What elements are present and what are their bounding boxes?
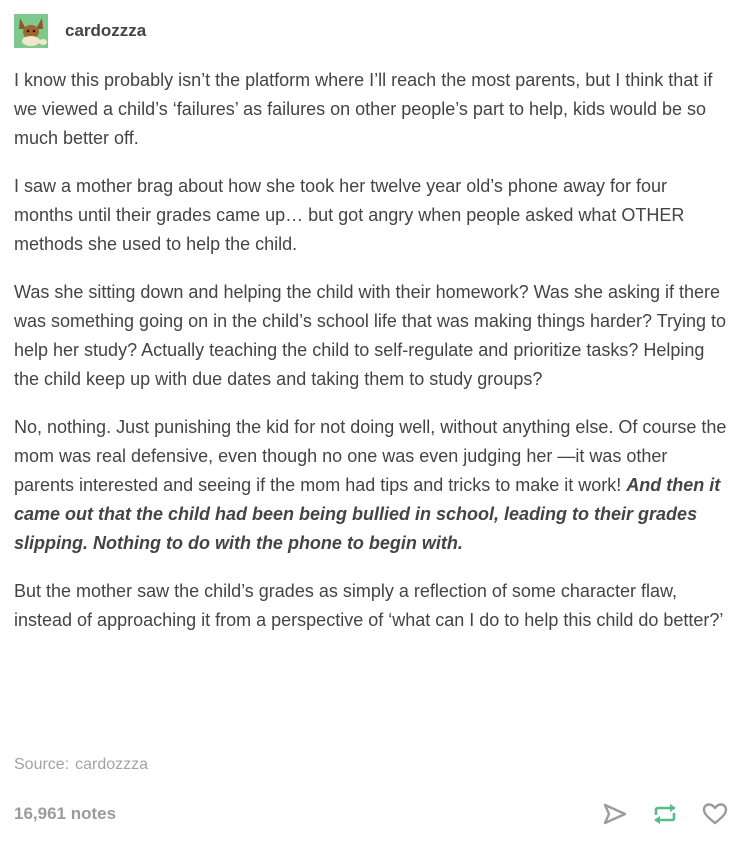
post-paragraph-2: I saw a mother brag about how she took her twelve year old’s phone away for four months until their grades came up… but got angry when people asked what OTHER methods she used to help the child. [14, 176, 685, 254]
post-actions [580, 801, 730, 827]
post-paragraph-3: Was she sitting down and helping the child with their homework? Was she asking if there was something going on in the child’s school life that was making things harder? Trying to help her study? Actually teaching the child to self-regulate and prioritize tasks? Helping the child keep up with due dates and taking them to study groups? [14, 282, 727, 389]
post-paragraph-4 [14, 413, 729, 558]
like-icon [702, 802, 728, 826]
post-body [14, 66, 729, 654]
eevee-avatar-icon [14, 14, 48, 48]
notes-count[interactable]: 16,961 notes [14, 804, 117, 823]
post-paragraph-1: I know this probably isn’t the platform where I’ll reach the most parents, but I think that if we viewed a child’s ‘failures’ as failures on other people’s part to help, kids would be so much better off. [14, 70, 713, 148]
avatar[interactable] [14, 14, 48, 48]
like-button[interactable] [700, 801, 730, 827]
post-paragraph-4-text: No, nothing. Just punishing the kid for not doing well, without anything else. Of course the mom was real defensive, even though no one was even judging her —it was other parents interested and seeing if the mom had tips and tricks to make it work! [14, 417, 727, 495]
reblog-icon [651, 802, 679, 826]
source-link[interactable]: cardozzza [75, 756, 149, 773]
post-header [14, 14, 146, 48]
source-label: Source: [14, 756, 70, 773]
reblog-button[interactable] [650, 801, 680, 827]
post-paragraph-5: But the mother saw the child’s grades as simply a reflection of some character flaw, instead of approaching it from a perspective of ‘what can I do to help this child do better?’ [14, 581, 724, 630]
share-button[interactable] [600, 801, 630, 827]
post-footer [14, 801, 730, 827]
share-icon [602, 802, 628, 826]
post-author[interactable]: cardozzza [65, 21, 147, 40]
post-source [14, 756, 148, 774]
post-paragraph-4-emphasis: And then it came out that the child had been being bullied in school, leading to their grades slipping. Nothing to do with the phone to begin with. [14, 475, 721, 553]
